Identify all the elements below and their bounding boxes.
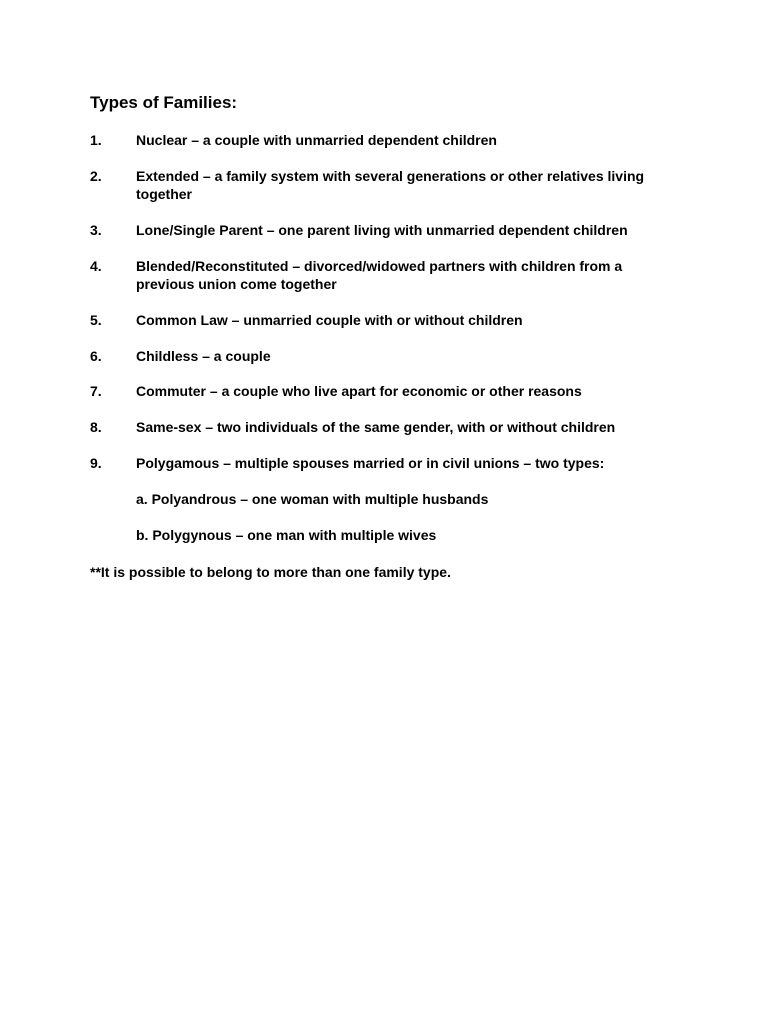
list-item-number: 4. <box>90 258 102 274</box>
list-item-text: Blended/Reconstituted – divorced/widowed partners with children from a previous union come together <box>136 258 623 292</box>
list-item-number: 1. <box>90 132 102 148</box>
sub-list-item: a. Polyandrous – one woman with multiple husbands <box>136 491 489 507</box>
footnote: **It is possible to belong to more than one family type. <box>90 564 451 580</box>
list-item-text: Common Law – unmarried couple with or without children <box>136 312 523 328</box>
list-item-number: 7. <box>90 383 102 399</box>
list-item-text: Childless – a couple <box>136 348 271 364</box>
sub-list-item: b. Polygynous – one man with multiple wives <box>136 527 437 543</box>
list-item-text: Extended – a family system with several generations or other relatives living together <box>136 168 645 202</box>
list-item-number: 6. <box>90 348 102 364</box>
page-title: Types of Families: <box>90 93 238 112</box>
list-item-number: 2. <box>90 168 102 184</box>
list-item-text: Nuclear – a couple with unmarried dependent children <box>136 132 497 148</box>
list-item-text: Polygamous – multiple spouses married or in civil unions – two types: <box>136 455 605 471</box>
list-item-number: 5. <box>90 312 102 328</box>
list-item-number: 9. <box>90 455 102 471</box>
list-item-text: Same-sex – two individuals of the same gender, with or without children <box>136 419 616 435</box>
list-item-number: 8. <box>90 419 102 435</box>
list-item-text: Lone/Single Parent – one parent living with unmarried dependent children <box>136 222 628 238</box>
list-item-text: Commuter – a couple who live apart for economic or other reasons <box>136 383 582 399</box>
list-item-number: 3. <box>90 222 102 238</box>
